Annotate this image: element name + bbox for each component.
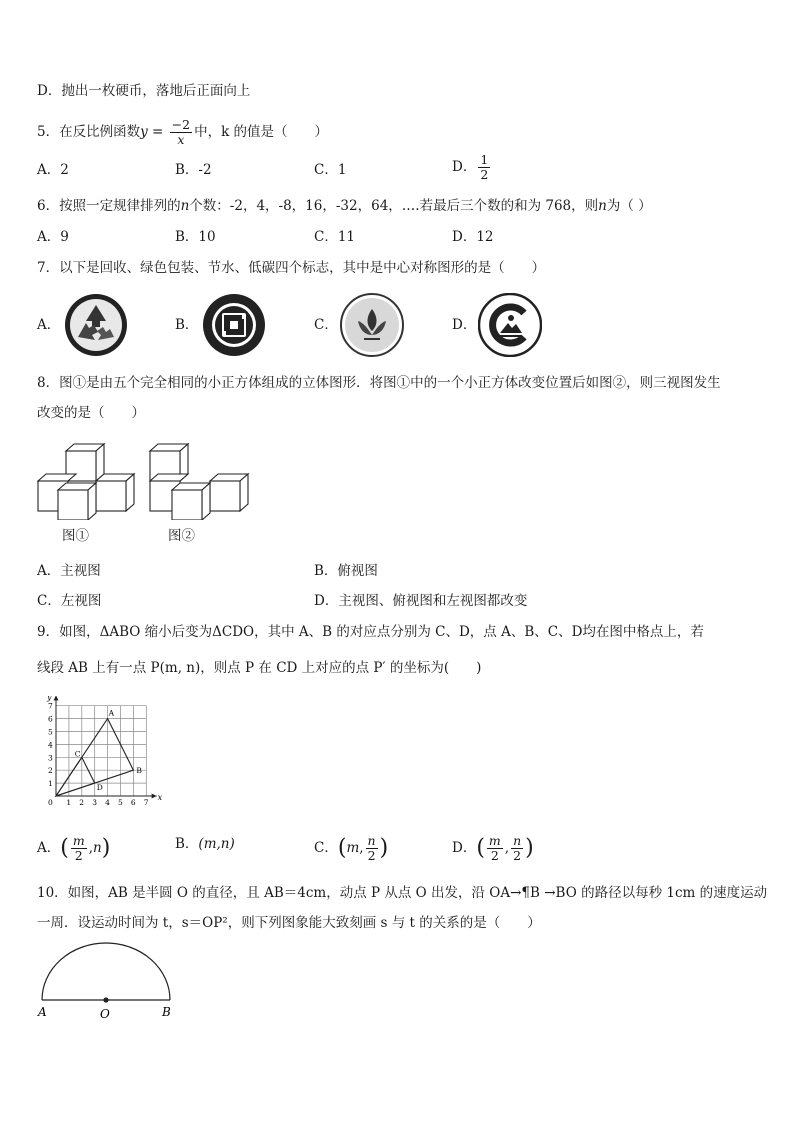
q7-option-c[interactable]: C． (314, 317, 338, 333)
q9-d-x-num: m (488, 833, 501, 848)
x-axis-label: x (157, 793, 163, 802)
q9-stem-line1: 9．如图，ΔABO 缩小后变为ΔCDO，其中 A、B 的对应点分别为 C、D，点 A、B、C、D均在图中格点上，若 (37, 624, 704, 640)
q5-frac-den: x (177, 132, 185, 147)
q9-option-d[interactable]: D．( $\frac{m}{2}$ , $\frac{n}{2}$ ) (452, 833, 534, 863)
q9-a-x-num: m (72, 833, 85, 848)
q5-option-c[interactable]: C．1 (314, 162, 347, 178)
origin-label: 0 (48, 798, 53, 807)
green-package-logo-icon[interactable] (202, 293, 266, 357)
q9-option-c[interactable]: C．(m, $\frac{n}{2}$ ) (314, 833, 389, 863)
q5-option-d-num: 1 (480, 152, 489, 167)
q6-var-n-2: n (598, 198, 607, 214)
q10-stem-line2: 一周．设运动时间为 t，s＝OP²，则下列图象能大致刻画 s 与 t 的关系的是（ ） (37, 915, 541, 931)
point-label-c: C (74, 749, 81, 759)
q9-option-b-text: (m,n) (198, 836, 235, 852)
label-a: A (38, 1005, 47, 1019)
q6-option-a[interactable]: A．9 (37, 229, 69, 245)
y-tick-label: 6 (48, 714, 53, 724)
q9-c-y-num: n (367, 833, 376, 848)
q9-c-x: m (346, 840, 360, 856)
q9-option-a-label: A． (37, 840, 61, 856)
q5-stem-pre: 5．在反比例函数 (37, 124, 141, 140)
x-tick-label: 6 (130, 798, 136, 807)
q5-option-d-label: D． (452, 159, 477, 175)
q6-option-d[interactable]: D．12 (452, 229, 494, 245)
triangle-cdo (56, 757, 95, 796)
q9-a-y: n (93, 840, 102, 856)
q8-figure-1 (36, 440, 136, 520)
center-point-o (103, 997, 108, 1002)
q9-option-b-label: B． (175, 836, 199, 852)
q8-stem-line2: 改变的是（ ） (37, 405, 145, 421)
q9-d-y-den: 2 (513, 848, 522, 863)
q5-stem-post: 中，k 的值是（ ） (194, 124, 329, 140)
q8-option-b[interactable]: B．俯视图 (314, 563, 378, 579)
q6-stem-c: 为（ ） (606, 198, 652, 214)
q5-option-b[interactable]: B．-2 (175, 162, 212, 178)
q7-option-b[interactable]: B． (175, 317, 199, 333)
x-tick-label: 3 (92, 798, 97, 807)
q5-option-d-den: 2 (480, 167, 489, 182)
q8-stem-line1: 8．图①是由五个完全相同的小正方体组成的立体图形．将图①中的一个小正方体改变位置后如图②，则三视图发生 (37, 375, 721, 391)
q5-func-y: y (140, 124, 148, 140)
x-tick-label: 5 (118, 798, 123, 807)
q5-option-d-fraction (478, 153, 490, 182)
y-tick-label: 1 (48, 779, 53, 789)
q8-fig1-caption: 图① (62, 528, 89, 544)
q7-stem: 7．以下是回收、绿色包装、节水、低碳四个标志，其中是中心对称图形的是（ ） (37, 260, 546, 276)
y-tick-label: 5 (48, 727, 53, 737)
q5-func-eq: = (147, 124, 168, 140)
semicircle-arc (42, 943, 170, 1000)
q9-a-x-den: 2 (74, 848, 83, 863)
q7-option-a[interactable]: A． (37, 317, 61, 333)
q9-grid-figure (38, 696, 168, 808)
y-axis-label: y (47, 696, 52, 702)
q8-option-d[interactable]: D．主视图、俯视图和左视图都改变 (314, 593, 528, 609)
label-o: O (100, 1007, 110, 1021)
q9-option-a[interactable]: A．( $\frac{m}{2}$ ,n) (37, 833, 111, 863)
q6-option-b[interactable]: B．10 (175, 229, 216, 245)
q5-frac-num: −2 (171, 117, 191, 132)
x-axis-arrow (152, 794, 157, 799)
q8-option-a[interactable]: A．主视图 (37, 563, 101, 579)
water-saving-logo-icon[interactable] (340, 293, 404, 357)
q5-fraction (170, 118, 192, 147)
q9-d-x-den: 2 (490, 848, 499, 863)
q6-stem (37, 196, 652, 216)
point-label-d: D (96, 783, 103, 793)
q6-var-n: n (180, 198, 190, 214)
q9-c-y-den: 2 (367, 848, 376, 863)
y-tick-label: 3 (48, 753, 53, 763)
q10-stem-line1: 10．如图，AB 是半圆 O 的直径，且 AB＝4cm，动点 P 从点 O 出发，沿 OA→¶B →BO 的路径以每秒 1cm 的速度运动 (37, 885, 768, 901)
q9-d-y-num: n (513, 833, 522, 848)
label-b: B (162, 1005, 171, 1019)
recycle-logo-icon[interactable] (64, 293, 128, 357)
y-tick-label: 4 (48, 740, 53, 750)
point-label-b: B (136, 766, 142, 776)
low-carbon-logo-icon[interactable] (478, 293, 542, 357)
q10-semicircle-figure (36, 940, 176, 1022)
y-axis-arrow (54, 696, 59, 700)
q5-option-a[interactable]: A．2 (37, 162, 69, 178)
point-label-a: A (108, 708, 115, 718)
q9-option-b[interactable] (175, 834, 235, 854)
q4-option-d: D．抛出一枚硬币，落地后正面向上 (37, 83, 251, 99)
y-tick-label: 7 (48, 701, 53, 711)
q9-stem-line2: 线段 AB 上有一点 P(m, n)，则点 P 在 CD 上对应的点 P′ 的坐标为( ) (37, 660, 482, 676)
q5-stem (37, 118, 328, 147)
q9-tick-labels (46, 696, 163, 807)
x-tick-label: 7 (143, 798, 149, 807)
q6-stem-a: 6．按照一定规律排列的 (37, 198, 181, 214)
q8-option-c[interactable]: C．左视图 (37, 593, 102, 609)
q6-stem-b: 个数：-2，4，-8，16，-32，64，….若最后三个数的和为 768，则 (189, 198, 599, 214)
y-tick-label: 2 (48, 766, 53, 776)
x-tick-label: 1 (66, 798, 72, 807)
q7-option-d[interactable]: D． (452, 317, 477, 333)
q9-option-d-label: D． (452, 840, 477, 856)
q6-option-c[interactable]: C．11 (314, 229, 356, 245)
q9-option-c-label: C． (314, 840, 338, 856)
x-tick-label: 2 (79, 798, 85, 807)
q8-figure-2 (148, 440, 252, 520)
x-tick-label: 4 (105, 798, 110, 807)
q5-option-d[interactable] (452, 153, 492, 182)
q8-fig2-caption: 图② (168, 528, 195, 544)
